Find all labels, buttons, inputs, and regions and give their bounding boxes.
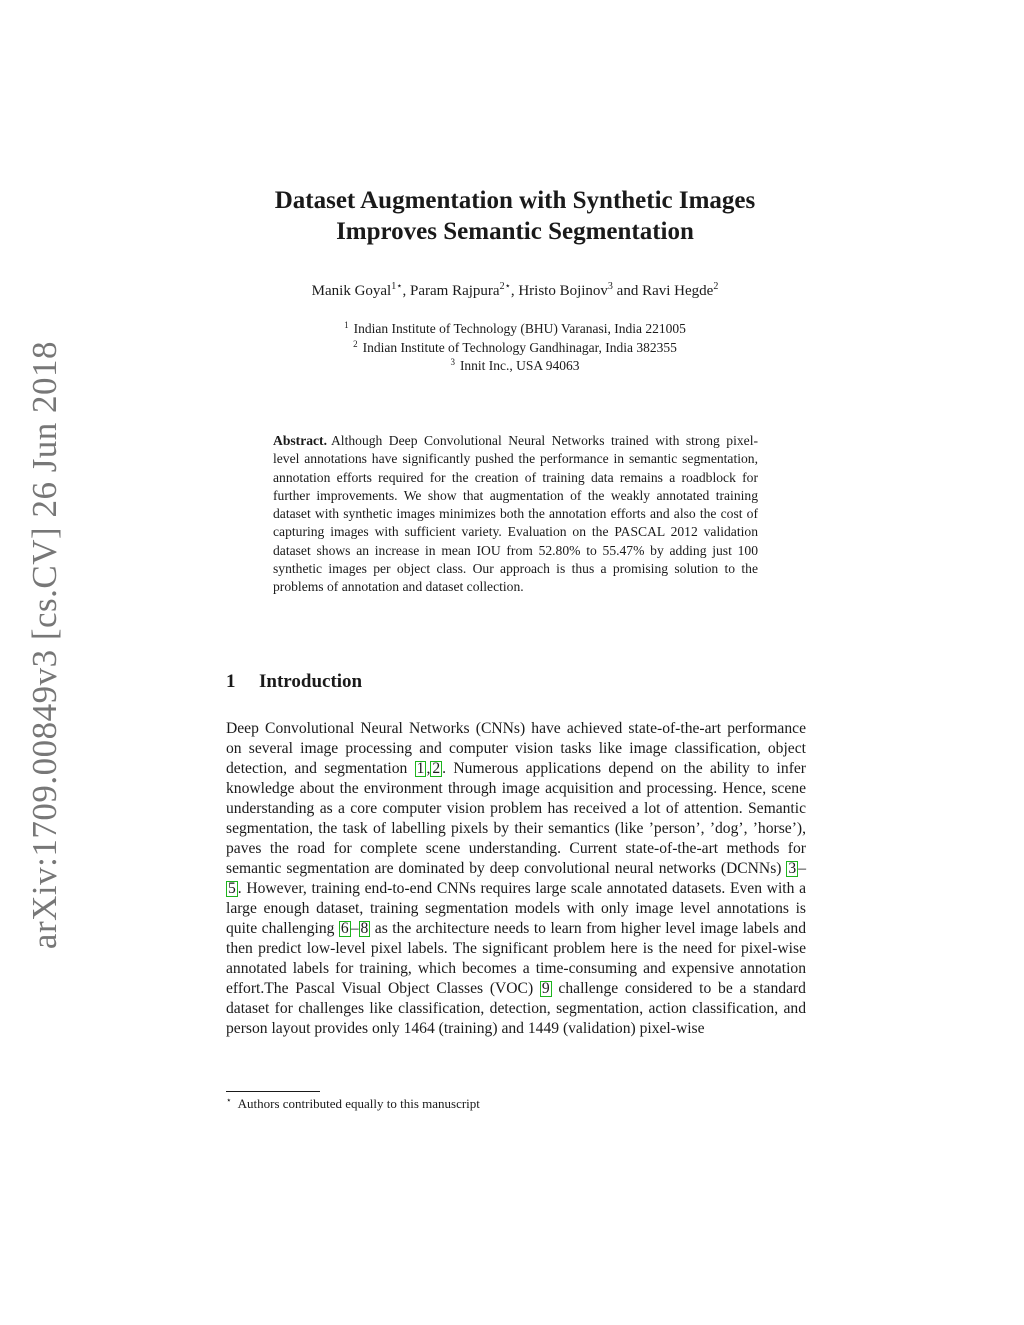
author-affiliation-mark: 1⋆ (391, 281, 403, 292)
affiliation-number: 1 (344, 320, 349, 330)
affiliation-line (200, 357, 830, 376)
arxiv-identifier: arXiv:1709.00849v3 [cs.CV] 26 Jun 2018 (25, 340, 64, 950)
section-number: 1 (226, 671, 236, 692)
section-heading (226, 671, 362, 693)
title-line-2: Improves Semantic Segmentation (336, 218, 694, 245)
paragraph-text: . However, training end-to-end CNNs requires large scale annotated datasets. Even with a large enough dataset, training segmentation models with only image level annotations is quite challenging (226, 880, 806, 937)
paragraph-text: – (798, 860, 806, 877)
citation-link[interactable]: 2 (432, 760, 441, 777)
footnote-text: Authors contributed equally to this manuscript (237, 1096, 480, 1111)
affiliation-line (200, 339, 830, 358)
affiliation-line (200, 320, 830, 339)
abstract-label: Abstract. (273, 433, 327, 448)
footnote (226, 1096, 480, 1112)
citation-link[interactable]: 3 (788, 860, 797, 877)
author-name: Hristo Bojinov (518, 283, 608, 299)
author-separator: and (612, 283, 643, 299)
affiliation-number: 2 (353, 338, 358, 349)
author-affiliation-mark: 2 (713, 281, 719, 292)
affiliation-list (200, 320, 830, 376)
section-title: Introduction (259, 671, 363, 692)
author-list (200, 283, 830, 300)
footnote-mark: ⋆ (226, 1095, 232, 1105)
introduction-paragraph (226, 719, 806, 1039)
affiliation-text: Indian Institute of Technology Gandhinagar, India 382355 (362, 339, 677, 355)
paragraph-text: as the architecture needs to learn from higher level image labels and then predict low-level pixel labels. The significant problem here is the need for pixel-wise annotated labels for training, which becomes a time-consuming and expensive annotation effort.The Pascal Visual Object Classes (VOC) (226, 920, 806, 997)
affiliation-number: 3 (450, 357, 455, 367)
paragraph-text: – (350, 920, 359, 937)
author-affiliation-mark: 3 (607, 281, 613, 292)
paragraph-text: challenge considered to be a standard dataset for challenges like classification, detection, segmentation, action classification, and person layout provides only 1464 (training) and 1449 (validation) pixel-wise (226, 980, 806, 1037)
abstract-text: Although Deep Convolutional Neural Networks trained with strong pixel-level annotations have significantly pushed the performance in semantic segmentation, annotation efforts required for the creation of training data remains a roadblock for further improvements. We show that augmentation of the weakly annotated training dataset with synthetic images minimizes both the annotation efforts and also the cost of capturing images with sufficient variety. Evaluation on the PASCAL 2012 validation dataset shows an increase in mean IOU from 52.80% to 55.47% by adding just 100 synthetic images per object class. Our approach is thus a promising solution to the problems of annotation and dataset collection. (273, 433, 758, 595)
affiliation-text: Indian Institute of Technology (BHU) Varanasi, India 221005 (353, 321, 686, 336)
paragraph-text: Deep Convolutional Neural Networks (CNNs) have achieved state-of-the-art performance on several image processing and computer vision tasks like image classification, object detection, and segmentation (226, 720, 806, 777)
citation-link[interactable]: 9 (541, 980, 550, 997)
paper-title (200, 185, 830, 247)
paragraph-text: , (426, 760, 431, 777)
title-line-1: Dataset Augmentation with Synthetic Images (274, 187, 756, 214)
citation-link[interactable]: 1 (416, 760, 425, 777)
author-name: Param Rajpura (410, 283, 500, 299)
citation-link[interactable]: 5 (228, 880, 236, 897)
author-name: Ravi Hegde (642, 283, 714, 299)
citation-link[interactable]: 8 (360, 920, 369, 937)
author-affiliation-mark: 2⋆ (499, 281, 511, 292)
abstract (273, 432, 758, 597)
citation-link[interactable]: 6 (340, 920, 349, 937)
footnote-rule (226, 1091, 320, 1092)
author-separator: , (402, 283, 410, 299)
author-separator: , (510, 283, 519, 299)
author-name: Manik Goyal (311, 283, 392, 299)
affiliation-text: Innit Inc., USA 94063 (459, 358, 580, 373)
paragraph-text: . Numerous applications depend on the ability to infer knowledge about the environment through image acquisition and processing. Hence, scene understanding as a core computer vision problem has received a lot of attention. Semantic segmentation, the task of labelling pixels by their semantics (like ’person’, ’dog’, ’horse’), paves the road for complete scene understanding. Current state-of-the-art methods for semantic segmentation are dominated by deep convolutional neural networks (DCNNs) (226, 760, 806, 877)
